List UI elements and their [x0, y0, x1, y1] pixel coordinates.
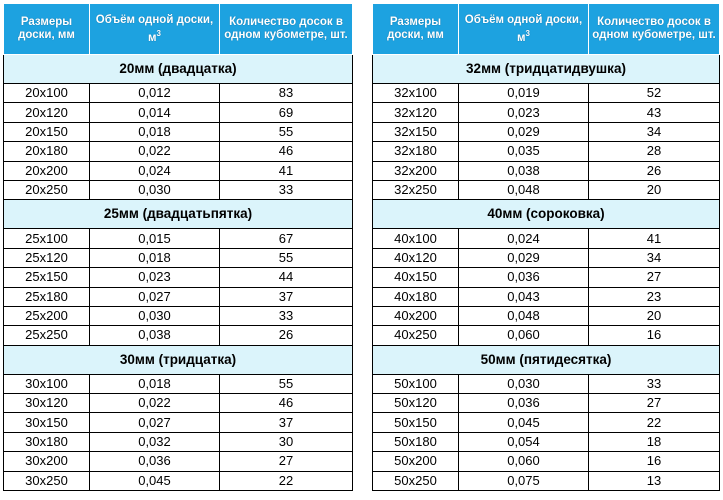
cell-volume: 0,048 [459, 180, 589, 199]
header-size: Размеры доски, мм [373, 4, 459, 55]
cell-volume: 0,045 [90, 471, 220, 490]
cell-count: 16 [589, 452, 720, 471]
cell-volume: 0,060 [459, 452, 589, 471]
cell-volume: 0,018 [90, 122, 220, 141]
cell-volume: 0,036 [90, 452, 220, 471]
cell-volume: 0,027 [90, 413, 220, 432]
table-row [373, 122, 720, 141]
table-row [373, 394, 720, 413]
cell-size: 20x200 [4, 161, 90, 180]
cell-count: 27 [220, 452, 353, 471]
cell-count: 41 [589, 229, 720, 248]
cell-volume: 0,027 [90, 287, 220, 306]
table-row [4, 268, 353, 287]
cell-size: 30x100 [4, 374, 90, 393]
table-row [4, 452, 353, 471]
cell-count: 33 [589, 374, 720, 393]
table-row [4, 229, 353, 248]
header-count: Количество досок в одном кубометре, шт. [589, 4, 720, 55]
section-title: 40мм (сороковка) [373, 200, 720, 229]
cell-size: 40x180 [373, 287, 459, 306]
cell-volume: 0,023 [90, 268, 220, 287]
table-row [373, 374, 720, 393]
section-row [4, 345, 353, 374]
cell-size: 32x120 [373, 103, 459, 122]
table-row [373, 268, 720, 287]
table-row [4, 471, 353, 490]
cell-count: 13 [589, 471, 720, 490]
table-row [4, 326, 353, 345]
cell-volume: 0,035 [459, 142, 589, 161]
cell-size: 32x150 [373, 122, 459, 141]
cell-count: 28 [589, 142, 720, 161]
cell-volume: 0,038 [90, 326, 220, 345]
cell-volume: 0,014 [90, 103, 220, 122]
section-row [4, 55, 353, 84]
cell-count: 27 [589, 268, 720, 287]
cell-volume: 0,054 [459, 432, 589, 451]
cell-count: 55 [220, 248, 353, 267]
cell-volume: 0,043 [459, 287, 589, 306]
section-title: 25мм (двадцатьпятка) [4, 200, 353, 229]
cell-volume: 0,022 [90, 142, 220, 161]
cell-size: 50x120 [373, 394, 459, 413]
cell-count: 33 [220, 180, 353, 199]
cell-volume: 0,024 [90, 161, 220, 180]
table-row [4, 180, 353, 199]
cell-count: 22 [589, 413, 720, 432]
table-row [4, 374, 353, 393]
cell-size: 32x100 [373, 84, 459, 103]
cell-size: 25x150 [4, 268, 90, 287]
cell-count: 55 [220, 122, 353, 141]
cell-volume: 0,030 [90, 306, 220, 325]
cell-count: 34 [589, 122, 720, 141]
cell-count: 22 [220, 471, 353, 490]
header-size: Размеры доски, мм [4, 4, 90, 55]
section-title: 32мм (тридцатидвушка) [373, 55, 720, 84]
cell-size: 20x120 [4, 103, 90, 122]
header-volume: Объём одной доски, $м^3$ [459, 4, 589, 55]
table-row [373, 180, 720, 199]
section-title: 20мм (двадцатка) [4, 55, 353, 84]
cell-count: 34 [589, 248, 720, 267]
section-row [373, 55, 720, 84]
cell-count: 44 [220, 268, 353, 287]
cell-count: 18 [589, 432, 720, 451]
cell-volume: 0,036 [459, 394, 589, 413]
section-row [4, 200, 353, 229]
table-row [373, 142, 720, 161]
cell-count: 26 [220, 326, 353, 345]
cell-count: 23 [589, 287, 720, 306]
cell-count: 26 [589, 161, 720, 180]
cell-size: 50x250 [373, 471, 459, 490]
header-count: Количество досок в одном кубометре, шт. [220, 4, 353, 55]
table-row [4, 142, 353, 161]
table-row [4, 248, 353, 267]
cell-size: 20x150 [4, 122, 90, 141]
table-row [4, 161, 353, 180]
table-row [373, 103, 720, 122]
table-row [373, 161, 720, 180]
table-row [373, 432, 720, 451]
table-row [373, 471, 720, 490]
cell-volume: 0,060 [459, 326, 589, 345]
cell-size: 30x180 [4, 432, 90, 451]
cell-size: 25x250 [4, 326, 90, 345]
cell-count: 83 [220, 84, 353, 103]
table-row [373, 229, 720, 248]
board-table-right [372, 3, 720, 491]
section-title: 50мм (пятидесятка) [373, 345, 720, 374]
cell-volume: 0,012 [90, 84, 220, 103]
cell-size: 32x250 [373, 180, 459, 199]
cell-size: 40x200 [373, 306, 459, 325]
table-header [4, 4, 353, 55]
cell-volume: 0,030 [459, 374, 589, 393]
table-row [373, 248, 720, 267]
cell-count: 20 [589, 180, 720, 199]
table-body [373, 55, 720, 491]
cell-volume: 0,036 [459, 268, 589, 287]
cell-size: 25x100 [4, 229, 90, 248]
cell-size: 30x250 [4, 471, 90, 490]
cell-size: 25x200 [4, 306, 90, 325]
table-header [373, 4, 720, 55]
section-row [373, 345, 720, 374]
cell-size: 20x100 [4, 84, 90, 103]
table-row [4, 103, 353, 122]
cell-count: 41 [220, 161, 353, 180]
table-row [4, 287, 353, 306]
cell-count: 33 [220, 306, 353, 325]
cell-volume: 0,015 [90, 229, 220, 248]
cell-volume: 0,030 [90, 180, 220, 199]
cell-size: 40x150 [373, 268, 459, 287]
cell-count: 69 [220, 103, 353, 122]
cell-volume: 0,038 [459, 161, 589, 180]
table-row [373, 452, 720, 471]
cell-volume: 0,048 [459, 306, 589, 325]
cell-size: 50x100 [373, 374, 459, 393]
cell-size: 32x180 [373, 142, 459, 161]
cell-count: 16 [589, 326, 720, 345]
table-row [4, 84, 353, 103]
cell-count: 30 [220, 432, 353, 451]
cell-volume: 0,029 [459, 248, 589, 267]
table-body [4, 55, 353, 491]
table-row [373, 84, 720, 103]
cell-count: 46 [220, 142, 353, 161]
cell-volume: 0,022 [90, 394, 220, 413]
cell-count: 46 [220, 394, 353, 413]
cell-volume: 0,018 [90, 248, 220, 267]
cell-count: 43 [589, 103, 720, 122]
cell-volume: 0,019 [459, 84, 589, 103]
table-row [4, 432, 353, 451]
table-row [373, 413, 720, 432]
cell-count: 52 [589, 84, 720, 103]
cell-size: 32x200 [373, 161, 459, 180]
cell-volume: 0,029 [459, 122, 589, 141]
table-row [373, 326, 720, 345]
cell-volume: 0,075 [459, 471, 589, 490]
cell-size: 50x200 [373, 452, 459, 471]
cell-count: 37 [220, 287, 353, 306]
cell-size: 40x100 [373, 229, 459, 248]
table-row [373, 287, 720, 306]
cell-size: 50x180 [373, 432, 459, 451]
cell-volume: 0,023 [459, 103, 589, 122]
table-row [4, 394, 353, 413]
cell-count: 27 [589, 394, 720, 413]
cell-volume: 0,045 [459, 413, 589, 432]
cell-volume: 0,024 [459, 229, 589, 248]
table-row [4, 306, 353, 325]
section-row [373, 200, 720, 229]
table-row [373, 306, 720, 325]
table-row [4, 413, 353, 432]
cell-size: 30x200 [4, 452, 90, 471]
cell-size: 20x180 [4, 142, 90, 161]
section-title: 30мм (тридцатка) [4, 345, 353, 374]
board-table-left [3, 3, 353, 491]
cell-count: 20 [589, 306, 720, 325]
cell-size: 25x180 [4, 287, 90, 306]
cell-count: 37 [220, 413, 353, 432]
cell-size: 40x120 [373, 248, 459, 267]
cell-volume: 0,018 [90, 374, 220, 393]
cell-size: 25x120 [4, 248, 90, 267]
cell-size: 30x120 [4, 394, 90, 413]
cell-count: 67 [220, 229, 353, 248]
table-row [4, 122, 353, 141]
header-volume: Объём одной доски, $м^3$ [90, 4, 220, 55]
cell-size: 30x150 [4, 413, 90, 432]
cell-size: 20x250 [4, 180, 90, 199]
cell-volume: 0,032 [90, 432, 220, 451]
cell-size: 50x150 [373, 413, 459, 432]
cell-count: 55 [220, 374, 353, 393]
cell-size: 40x250 [373, 326, 459, 345]
